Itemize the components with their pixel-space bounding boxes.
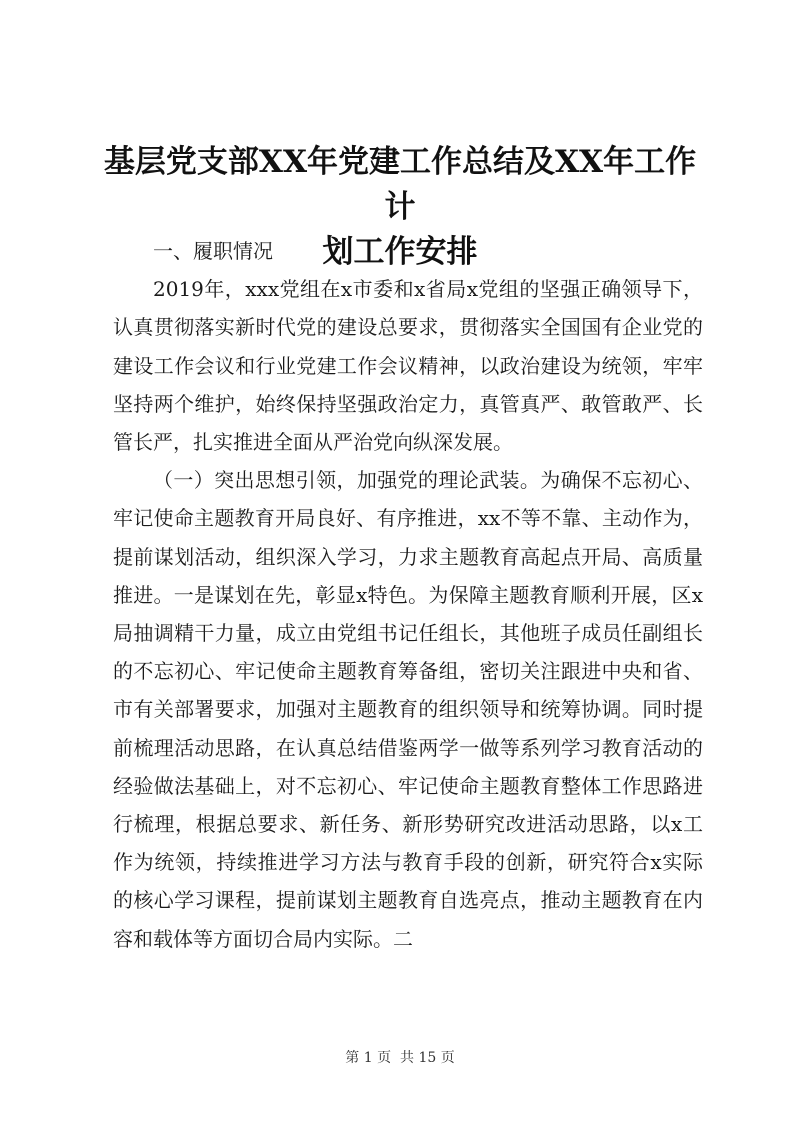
paragraph-2: （一）突出思想引领，加强党的理论武装。为确保不忘初心、牢记使命主题教育开局良好、有序推进，xx不等不靠、主动作为，提前谋划活动，组织深入学习，力求主题教育高起点开局、高质量推进。一是谋划在先，彰显x特色。为保障主题教育顺利开展，区x局抽调精干力量，成立由党组书记任组长，其他班子成员任副组长的不忘初心、牢记使命主题教育筹备组，密切关注跟进中央和省、市有关部署要求，加强对主题教育的组织领导和统筹协调。同时提前梳理活动思路，在认真总结借鉴两学一做等系列学习教育活动的经验做法基础上，对不忘初心、牢记使命主题教育整体工作思路进行梳理，根据总要求、新任务、新形势研究改进活动思路，以x工作为统领，持续推进学习方法与教育手段的创新，研究符合x实际的核心学习课程，提前谋划主题教育自选亮点，推动主题教育在内容和载体等方面切合局内实际。二 xyxy=(113,468,703,951)
section-heading: 一、履职情况 xyxy=(153,239,273,263)
paragraph-1: 2019年，xxx党组在x市委和x省局x党组的坚强正确领导下，认真贯彻落实新时代党的建设总要求，贯彻落实全国国有企业党的建设工作会议和行业党建工作会议精神，以政治建设为统领，牢牢坚持两个维护，始终保持坚强政治定力，真管真严、敢管敢严、长管长严，扎实推进全面从严治党向纵深发展。 xyxy=(113,277,703,455)
document-body xyxy=(113,232,703,958)
page-footer xyxy=(0,1048,800,1068)
title-line-1: 基层党支部XX年党建工作总结及XX年工作计 xyxy=(103,144,697,225)
page-number-label: 第 1 页 共 15 页 xyxy=(345,1050,455,1066)
title-line-2: 划工作安排 xyxy=(322,234,478,270)
